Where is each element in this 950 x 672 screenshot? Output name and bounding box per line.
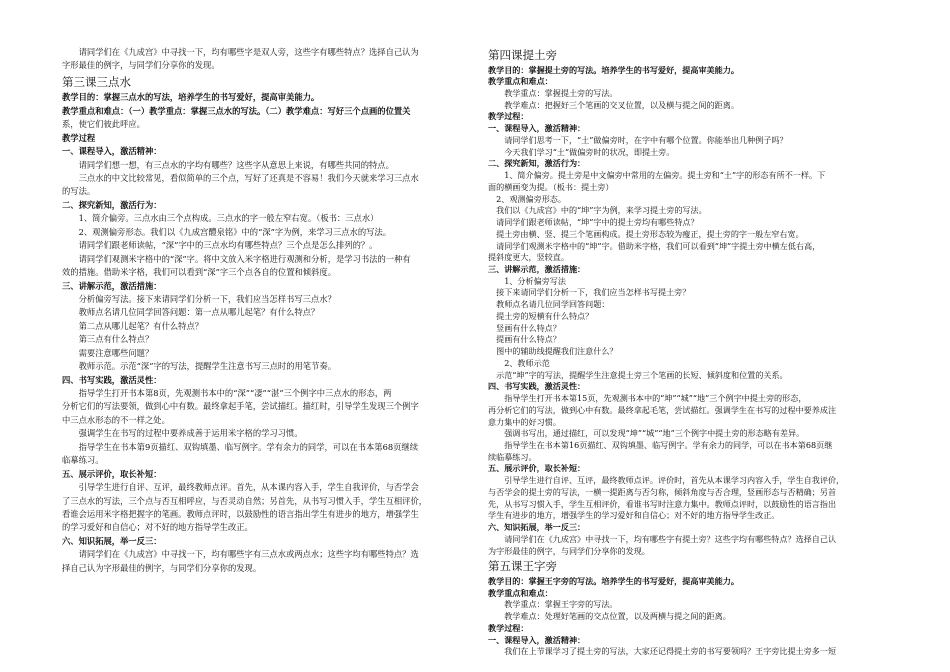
section-heading: 一、课程导入，激活精神： bbox=[488, 634, 586, 645]
section-heading: 二、探究新知，激活行为： bbox=[62, 199, 162, 210]
text-line: 竖画有什么特点？ bbox=[496, 322, 561, 333]
text-line: 教师点名请几位同学回答问题： bbox=[496, 299, 610, 310]
text-line: 三点水的中文比较常见，看似简单的三个点，写好了还真是不容易！我们今天就来学习三点水 bbox=[78, 173, 419, 184]
text-line: 请同学们在《九成宫》中寻找一下，均有哪些字有三点水或两点水；这些字均有哪些特点？选 bbox=[78, 549, 419, 560]
text-line: 系，使它们彼此呼应。 bbox=[62, 119, 145, 130]
text-line: 第三点有什么特点？ bbox=[78, 334, 154, 345]
text-line: 效的措施。借助米字格，我们可以看到“深”字三个点各自的位置和倾斜度。 bbox=[62, 267, 336, 278]
lesson-title: 第五课王字旁 bbox=[488, 559, 557, 574]
text-line: 请同学们观测米字格中的“坤”字。借助米字格，我们可以看到“坤”字提土旁中横左低右高， bbox=[496, 240, 821, 251]
section-heading: 三、讲解示范，激活措施： bbox=[62, 280, 162, 291]
right-column bbox=[488, 46, 888, 658]
text-line: 1、简介偏旁。提土旁是中文偏旁中常用的左偏旁。提土旁和“土”字的形态有所不一样。下 bbox=[504, 170, 826, 181]
text-line: 请同学们想一想，有三点水的字均有哪些？这些字从意思上来说，有哪些共同的特点。 bbox=[78, 159, 394, 170]
text-line: 接下来请同学们分析一下，我们应当怎样书写提土旁？ bbox=[496, 287, 691, 298]
text-line: 引导学生进行自评、互评，最终教师点评。首先，从本课内容入手，学生自我评价，与否学会 bbox=[78, 482, 419, 493]
text-line: 分析偏旁写法。接下来请同学们分析一下，我们应当怎样书写三点水？ bbox=[78, 293, 336, 304]
section-heading: 五、展示评价，取长补短： bbox=[62, 468, 162, 479]
text-line: 看谁会运用米字格把握字的笔画。教师点评时，以鼓励性的语言指出学生有进步的地方，增强学生 bbox=[62, 508, 419, 519]
text-line: 图中的辅助线提醒我们注意什么？ bbox=[496, 346, 618, 357]
text-line: 教学难点：把握好三个笔画的交叉位置，以及横与提之间的距离。 bbox=[504, 99, 739, 110]
lesson-title: 第四课提土旁 bbox=[488, 48, 557, 62]
text-line: 引导学生进行自评、互评，最终教师点评。评价时，首先从本课学习内容入手，学生自我评价， bbox=[504, 475, 845, 486]
section-heading: 教学目的：掌握提土旁的写法。培养学生的书写爱好，提高审美能力。 bbox=[488, 64, 739, 75]
text-line: 提土旁由横、竖、提三个笔画构成。提土旁形态较为瘦正，提土旁的字一般左窄右宽。 bbox=[496, 228, 804, 239]
section-heading: 四、书写实践，激活灵性： bbox=[62, 374, 162, 385]
text-line: 学生有进步的地方，增强学生的学习爱好和自信心；对不好的地方指导学生改正。 bbox=[488, 510, 780, 521]
section-heading: 六、知识拓展，举一反三： bbox=[62, 535, 162, 546]
text-line: 的学习爱好和自信心；对不好的地方指导学生改正。 bbox=[62, 522, 253, 533]
text-line: 择自己认为字形最佳的例字，与同学们分享你的发现。 bbox=[62, 562, 262, 573]
section-heading: 教学目的：掌握王字旁的写法。培养学生的书写爱好，提高审美能力。 bbox=[488, 575, 739, 586]
text-line: 1、分析偏旁写法 bbox=[504, 275, 566, 286]
text-line: 请同学们跟老师读帖，“坤”字中的提土旁均有哪些特点？ bbox=[496, 217, 699, 228]
text-line: 我们在上节课学习了提土旁的写法，大家还记得提土旁的书写要领吗？王字旁比提土旁多一短 bbox=[504, 646, 837, 657]
text-line: 为字形最佳的例字，与同学们分享你的发现。 bbox=[488, 545, 650, 556]
text-line: 教学重点：掌握提土旁的写法。 bbox=[504, 87, 618, 98]
section-heading: 二、探究新知，激活行为： bbox=[488, 158, 586, 169]
text-line: 临摹练习。 bbox=[62, 455, 104, 466]
text-line: 提土旁的短横有什么特点？ bbox=[496, 310, 594, 321]
text-line: 2、观测偏旁形态。我们以《九成宫醴泉铭》中的“深”字为例，来学习三点水的写法。 bbox=[78, 226, 392, 237]
text-line: 意力集中的好习惯。 bbox=[488, 416, 561, 427]
text-line: 今天我们学习“土”做偏旁时的状况，即提土旁。 bbox=[504, 146, 675, 157]
text-line: 2、教师示范 bbox=[504, 357, 550, 368]
text-line: 需要注意哪些问题？ bbox=[78, 347, 154, 358]
text-line: 再分析它们的写法，做到心中有数。最终拿起毛笔，尝试描红。强调学生在书写的过程中要养成注 bbox=[488, 404, 837, 415]
text-line: 提画有什么特点？ bbox=[496, 334, 561, 345]
text-line: 先，从书写习惯入手，学生互相评价，看谁书写时注意力集中。教师点评时，以鼓励性的语言指出 bbox=[488, 498, 837, 509]
text-line: 强调学生在书写的过程中要养成善于运用米字格的学习习惯。 bbox=[78, 428, 303, 439]
text-line: 与否学会的提土旁的写法，一横一提距离与否匀称，倾斜角度与否合理，竖画形态与否精确；另首 bbox=[488, 486, 837, 497]
text-line: 中三点水形态的不一样之处。 bbox=[62, 414, 170, 425]
text-line: 续临摹练习。 bbox=[488, 451, 537, 462]
text-line: 提斜度更大，竖较直。 bbox=[488, 252, 569, 263]
text-line: 教师点名请几位同学回答问题：第一点从哪儿起笔？有什么特点？ bbox=[78, 307, 320, 318]
text-line: 强调书写出，通过描红，可以发现“坤”“城”“地”三个例字中提土旁的形态略有差异。 bbox=[504, 428, 805, 439]
text-line: 请同学们观测米字格中的“深”字。将中文放入米字格进行观测和分析，是学习书法的一种有 bbox=[78, 253, 411, 264]
text-line: 了三点水的写法，三个点与否互相呼应，与否灵动自然；另首先，从书写习惯入手，学生互相评价， bbox=[62, 495, 428, 506]
section-heading: 一、课程导入，激活精神： bbox=[488, 123, 586, 134]
section-heading: 教学过程： bbox=[488, 111, 529, 122]
text-line: 的写法。 bbox=[62, 186, 96, 197]
lesson-title: 第三课三点水 bbox=[62, 74, 131, 89]
section-heading: 三、讲解示范，激活措施： bbox=[488, 264, 586, 274]
section-heading: 六、知识拓展，举一反三： bbox=[488, 522, 586, 533]
section-heading: 教学目的：掌握三点水的写法，培养学生的书写爱好，提高审美能力。 bbox=[62, 92, 320, 103]
section-heading: 教学重点和难点： bbox=[488, 587, 553, 598]
section-heading: 教学重点和难点：（一）教学重点：掌握三点水的写法。（二）教学难点：写好三个点画的位置关 bbox=[62, 105, 411, 116]
text-line: 教学难点：处理好笔画的交点位置，以及两横与提之间的距离。 bbox=[504, 611, 731, 622]
text-line: 字形最佳的例字，与同学们分享你的发现。 bbox=[62, 60, 220, 71]
section-heading: 教学过程： bbox=[488, 622, 529, 633]
text-line: 指导学生打开书本第8页，先观测书本中的“深”“凄”“湛”三个例字中三点水的形态，两 bbox=[78, 388, 392, 399]
text-line: 教师示范。示范“深”字的写法，提醒学生注意书写三点时的用笔节奏。 bbox=[78, 361, 336, 372]
text-line: 指导学生在书本第9页描红、双钩填墨、临写例字。学有余力的同学，可以在书本第68页继续 bbox=[78, 441, 419, 452]
section-heading: 教学重点和难点： bbox=[488, 76, 553, 87]
text-line: 指导学生在书本第16页描红、双钩填墨、临写例字。学有余力的同学，可以在书本第68页继 bbox=[504, 440, 833, 451]
text-line: 请同学们跟老师读帖，“深”字中的三点水均有哪些特点？三个点是怎么排列的？。 bbox=[78, 240, 378, 251]
text-line: 请同学们在《九成宫》中寻找一下，均有哪些字有提土旁？这些字均有哪些特点？选择自己认 bbox=[504, 533, 837, 544]
text-line: 教学重点：掌握王字旁的写法。 bbox=[504, 599, 618, 610]
text-line: 请同学们思考一下，“土”做偏旁时，在字中有哪个位置。你能举出几种例子吗？ bbox=[504, 134, 788, 145]
section-heading: 一、课程导入，激活精神： bbox=[62, 146, 162, 157]
section-heading: 五、展示评价，取长补短： bbox=[488, 463, 586, 474]
text-line: 示范“坤”字的写法，提醒学生注意提土旁三个笔画的长短、倾斜度和位置的关系。 bbox=[496, 369, 788, 380]
text-line: 分析它们的写法要领，做到心中有数。最终拿起手笔，尝试描红。描红时，引导学生发现三个例字 bbox=[62, 401, 419, 412]
text-line: 第二点从哪儿起笔？有什么特点？ bbox=[78, 320, 204, 331]
section-heading: 四、书写实践，激活灵性： bbox=[488, 381, 586, 392]
text-line: 指导学生打开书本第15页，先观测书本中的“坤”“城”“地”三个例字中提土旁的形态， bbox=[504, 393, 807, 404]
text-line: 我们以《九成宫》中的“坤”字为例，来学习提土旁的写法。 bbox=[496, 205, 707, 216]
text-line: 面的横画变为提。（板书：提土旁） bbox=[488, 181, 614, 192]
section-heading: 教学过程 bbox=[62, 132, 96, 143]
left-column bbox=[62, 46, 462, 575]
text-line: 1、简介偏旁。三点水由三个点构成。三点水的字一般左窄右宽。（板书：三点水） bbox=[78, 213, 379, 224]
text-line: 请同学们在《九成宫》中寻找一下，均有哪些字是双人旁，这些字有哪些特点？选择自己认为 bbox=[78, 47, 419, 57]
text-line: 2、观测偏旁形态。 bbox=[496, 193, 566, 204]
